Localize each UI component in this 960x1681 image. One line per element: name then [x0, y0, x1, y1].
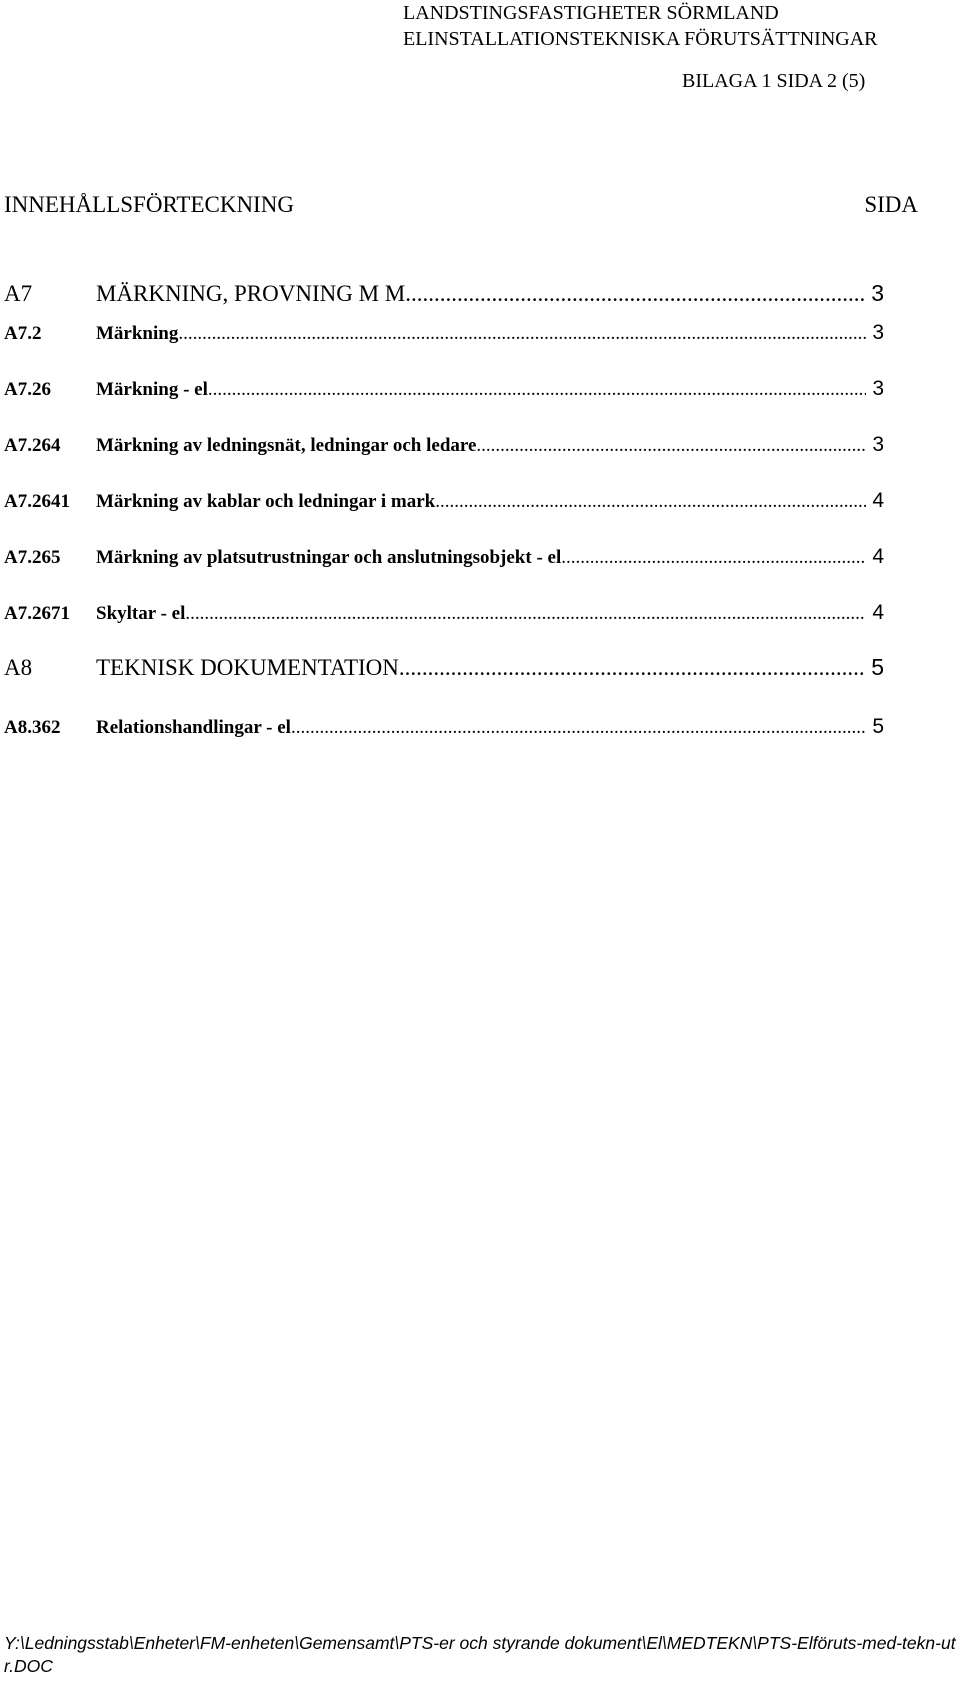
toc-leader-dots: [476, 433, 866, 459]
toc-entry[interactable]: [4, 714, 884, 741]
toc-entry[interactable]: [4, 600, 884, 627]
toc-entry-title: Skyltar - el: [96, 603, 186, 624]
toc-entry-title: Relationshandlingar - el: [96, 717, 291, 738]
toc-entry-number: A8: [4, 655, 33, 680]
toc-leader-dots: [178, 321, 866, 347]
toc-entry-page: 4: [872, 489, 884, 512]
toc-entry[interactable]: [4, 278, 884, 309]
toc-entry-title: TEKNISK DOKUMENTATION: [96, 655, 399, 680]
toc-heading-row: [4, 190, 918, 220]
toc-entry-title: Märkning: [96, 323, 179, 344]
toc-entry-title: Märkning av platsutrustningar och anslutningsobjekt - el: [96, 547, 562, 568]
toc-entry-page: 5: [871, 654, 884, 680]
toc-leader-dots: [208, 377, 866, 403]
toc-entry-number: A7.265: [4, 547, 61, 568]
toc-entry-number: A7.2641: [4, 491, 70, 512]
toc-entry[interactable]: [4, 376, 884, 403]
toc-leader-dots: [405, 279, 865, 309]
toc-entry-number: A7.2: [4, 323, 42, 344]
toc-entry-title: MÄRKNING, PROVNING M M: [96, 281, 406, 306]
toc-leader-dots: [185, 601, 866, 627]
toc-entry-title: Märkning av ledningsnät, ledningar och ledare: [96, 435, 477, 456]
toc-entry[interactable]: [4, 432, 884, 459]
toc-entry-page: 4: [872, 545, 884, 568]
toc-entry-number: A7.2671: [4, 603, 70, 624]
toc-entry-page: 5: [872, 715, 884, 738]
toc-entry-page: 3: [872, 377, 884, 400]
toc-entry-title: Märkning - el: [96, 379, 208, 400]
toc-entry[interactable]: [4, 652, 884, 683]
toc-entry-number: A8.362: [4, 717, 61, 738]
appendix-page-label: BILAGA 1 SIDA 2 (5): [682, 70, 866, 92]
toc-leader-dots: [561, 545, 866, 571]
toc-entry-number: A7: [4, 281, 33, 306]
toc-entry-page: 3: [872, 321, 884, 344]
toc-entry[interactable]: [4, 320, 884, 347]
header-doc-title: ELINSTALLATIONSTEKNISKA FÖRUTSÄTTNINGAR: [403, 28, 878, 50]
toc-entry-number: A7.264: [4, 435, 61, 456]
toc-entry[interactable]: [4, 488, 884, 515]
toc-entry-page: 4: [872, 601, 884, 624]
header-org: LANDSTINGSFASTIGHETER SÖRMLAND: [403, 2, 779, 24]
toc-entry[interactable]: [4, 544, 884, 571]
toc-page-heading: SIDA: [864, 192, 918, 217]
toc-entry-page: 3: [872, 433, 884, 456]
toc-entry-title: Märkning av kablar och ledningar i mark: [96, 491, 436, 512]
toc-leader-dots: [435, 489, 866, 515]
toc-entry-page: 3: [871, 280, 884, 306]
document-header: [403, 0, 878, 52]
toc-entry-number: A7.26: [4, 379, 51, 400]
toc-leader-dots: [291, 715, 866, 741]
toc-leader-dots: [399, 653, 865, 683]
toc-heading: INNEHÅLLSFÖRTECKNING: [4, 192, 294, 217]
file-path-footer: Y:\Ledningsstab\Enheter\FM-enheten\Gemensamt\PTS-er och styrande dokument\El\MEDTEKN\PTS-Elföruts-med-tekn-utr.DOC: [4, 1633, 956, 1676]
